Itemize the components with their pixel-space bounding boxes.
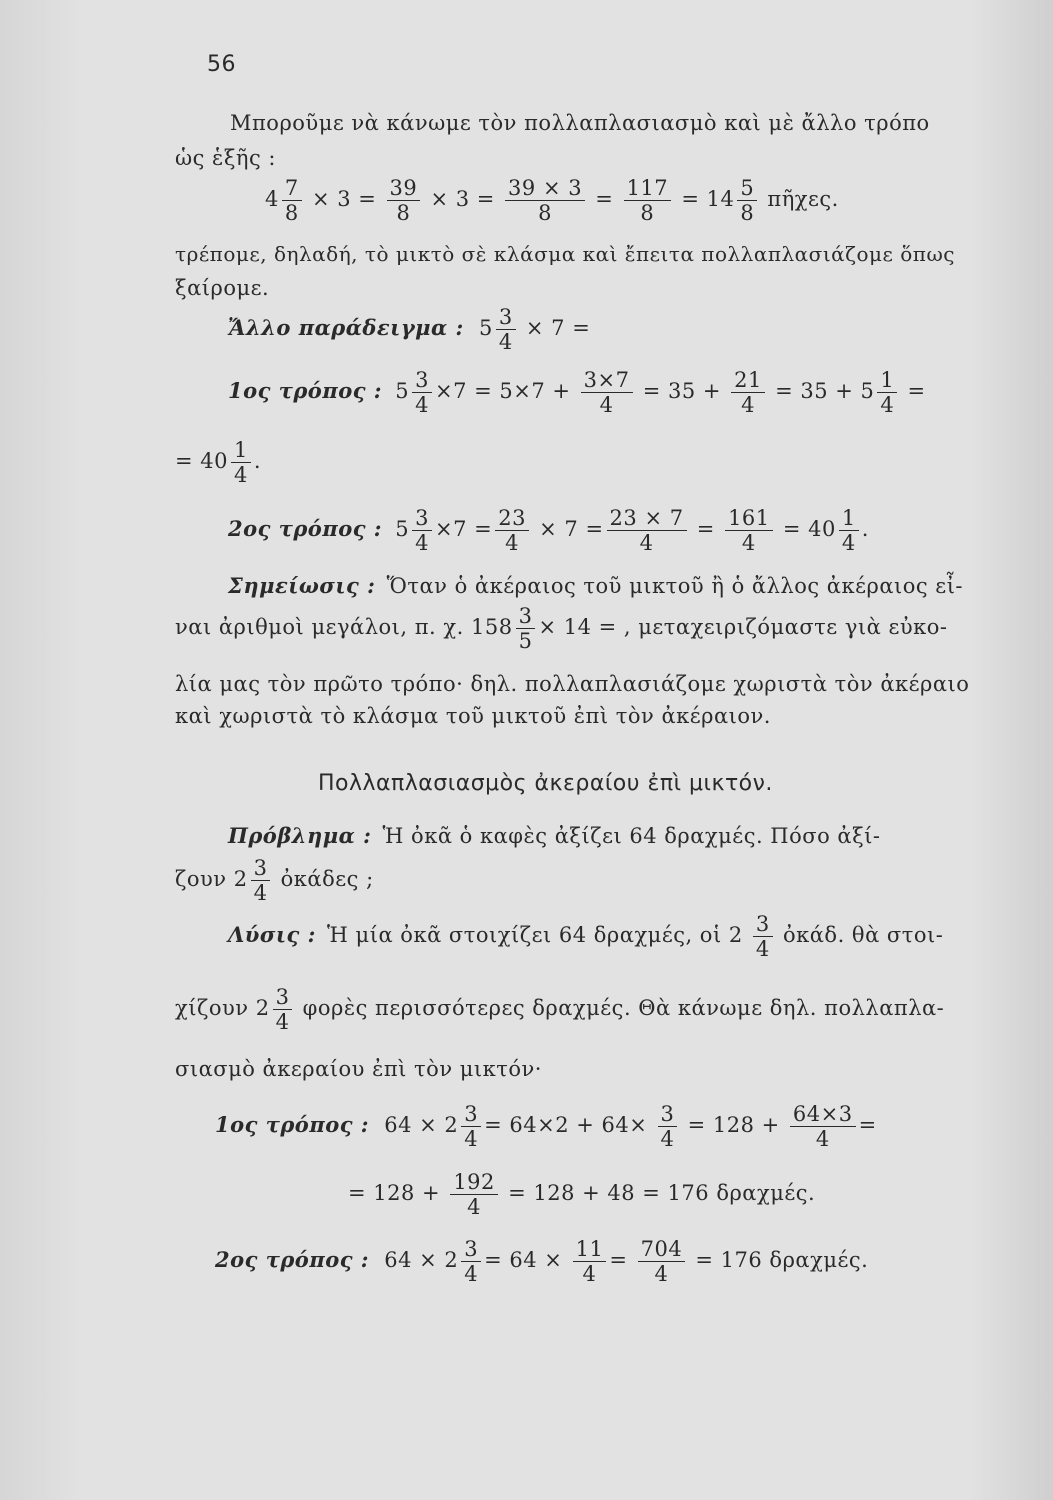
fraction: $\frac{64\times 3}{4}$ [790, 1102, 856, 1151]
solution-line-3: σιασμὸ ἀκεραίου ἐπὶ τὸν μικτόν· [175, 1057, 542, 1081]
fraction: $\frac{161}{4}$ [725, 506, 773, 555]
fraction: $\frac{1}{4}$ [877, 368, 897, 417]
fraction: $\frac{11}{4}$ [573, 1237, 607, 1286]
fraction: $\frac{3}{4}$ [412, 506, 432, 555]
fraction: $\frac{7}{8}$ [282, 176, 302, 225]
fraction: $\frac{1}{4}$ [231, 438, 251, 487]
fraction: $\frac{5}{8}$ [737, 176, 757, 225]
section-heading: Πολλαπλασιασμὸς ἀκεραίου ἐπὶ μικτόν. [318, 771, 773, 796]
fraction: $\frac{3}{4}$ [658, 1102, 678, 1151]
note-line-4: καὶ χωριστὰ τὸ κλάσμα τοῦ μικτοῦ ἐπὶ τὸν ἀκέραιον. [175, 704, 771, 728]
fraction: $\frac{21}{4}$ [731, 368, 765, 417]
fraction: $\frac{39 \times 3}{8}$ [505, 176, 585, 225]
fraction: $\frac{704}{4}$ [638, 1237, 686, 1286]
fraction: $\frac{3}{4}$ [251, 856, 271, 905]
second-way-example: 2ος τρόπος : 5 $\frac{3}{4}$ ×7 = $\frac{23}{4}$ × 7 = $\frac{23 \times 7}{4}$ = $\frac{161}{4}$ = 40 $\frac{1}{4}$ . [228, 506, 869, 556]
fraction: $\frac{23 \times 7}{4}$ [607, 506, 687, 555]
explain-line-2: ξαίρομε. [175, 276, 270, 300]
note-line-3: λία μας τὸν πρῶτο τρόπο· δηλ. πολλαπλασιάζομε χωριστὰ τὸν ἀκέραιο [175, 672, 970, 696]
first-way-problem-continued: = 128 + $\frac{192}{4}$ = 128 + 48 = 176 δραχμές. [348, 1170, 816, 1220]
fraction: $\frac{3}{4}$ [496, 305, 516, 354]
fraction: $\frac{3}{4}$ [412, 368, 432, 417]
fraction: $\frac{3\times 7}{4}$ [581, 368, 633, 417]
intro-line-1: Μποροῦμε νὰ κάνωμε τὸν πολλαπλασιασμὸ καὶ μὲ ἄλλο τρόπο [230, 111, 930, 135]
solution-line-2: χίζουν 2 $\frac{3}{4}$ φορὲς περισσότερες δραχμές. Θὰ κάνωμε δηλ. πολλαπλα- [175, 985, 945, 1035]
fraction: $\frac{192}{4}$ [450, 1170, 498, 1219]
first-way-problem: 1ος τρόπος : 64 × 2 $\frac{3}{4}$ = 64×2 + 64× $\frac{3}{4}$ = 128 + $\frac{64\times 3}{4}$ = [215, 1102, 877, 1152]
fraction: $\frac{39}{8}$ [387, 176, 421, 225]
problem-line-2: ζουν 2 $\frac{3}{4}$ ὀκάδες ; [175, 856, 374, 906]
intro-line-2: ὡς ἑξῆς : [175, 146, 276, 170]
page-number: 56 [207, 52, 236, 77]
fraction: $\frac{1}{4}$ [839, 506, 859, 555]
fraction: $\frac{3}{4}$ [461, 1237, 481, 1286]
fraction: $\frac{3}{5}$ [516, 604, 536, 653]
fraction: $\frac{23}{4}$ [495, 506, 529, 555]
problem-line-1: Πρόβλημα : Ἡ ὀκᾶ ὁ καφὲς ἀξίζει 64 δραχμές. Πόσο ἀξί- [228, 823, 881, 848]
explain-line-1: τρέπομε, δηλαδή, τὸ μικτὸ σὲ κλάσμα καὶ ἔπειτα πολλαπλασιάζομε ὅπως [175, 242, 955, 266]
solution-line-1: Λύσις : Ἡ μία ὀκᾶ στοιχίζει 64 δραχμές, οἱ 2 $\frac{3}{4}$ ὀκάδ. θὰ στοι- [228, 912, 944, 962]
second-way-problem: 2ος τρόπος : 64 × 2 $\frac{3}{4}$ = 64 × $\frac{11}{4}$ = $\frac{704}{4}$ = 176 δραχμές. [215, 1237, 869, 1287]
fraction: $\frac{3}{4}$ [461, 1102, 481, 1151]
first-way-example-continued: = 40 $\frac{1}{4}$ . [175, 438, 262, 488]
fraction: $\frac{3}{4}$ [273, 985, 293, 1034]
equation-mixed-to-fraction: 4 $\frac{7}{8}$ × 3 = $\frac{39}{8}$ × 3 = $\frac{39 \times 3}{8}$ = $\frac{117}{8}$ = 14 $\frac{5}{8}$ πῆχες. [265, 176, 839, 226]
fraction: $\frac{117}{8}$ [624, 176, 672, 225]
example-line: Ἄλλο παράδειγμα : 5 $\frac{3}{4}$ × 7 = [228, 305, 591, 355]
note-line-2: ναι ἀριθμοὶ μεγάλοι, π. χ. 158 $\frac{3}{5}$ × 14 = , μεταχειριζόμαστε γιὰ εὐκο- [175, 604, 948, 654]
note-line-1: Σημείωσις : Ὅταν ὁ ἀκέραιος τοῦ μικτοῦ ἢ ὁ ἄλλος ἀκέραιος εἶ- [228, 573, 964, 598]
fraction: $\frac{3}{4}$ [753, 912, 773, 961]
first-way-example: 1ος τρόπος : 5 $\frac{3}{4}$ ×7 = 5×7 + $\frac{3\times 7}{4}$ = 35 + $\frac{21}{4}$ = 35 + 5 $\frac{1}{4}$ = [228, 368, 926, 418]
